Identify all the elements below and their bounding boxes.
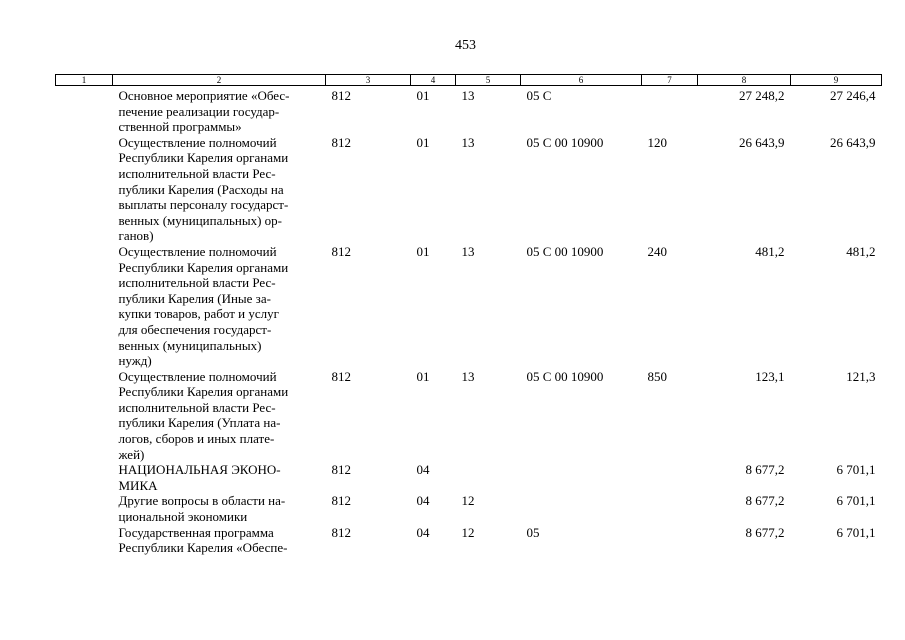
cell-item-name: НАЦИОНАЛЬНАЯ ЭКОНО- МИКА [118,462,281,493]
column-header-5: 5 [456,75,521,86]
cell-subsection-code: 13 [461,243,475,259]
cell-section-code: 01 [416,243,430,259]
cell-col-1 [56,135,113,244]
cell-subsection-code: 13 [461,134,475,150]
cell-expense-type [642,86,698,135]
cell-amount-col-8: 8 677,2 [745,524,785,540]
cell-amount-col-9: 26 643,9 [830,134,876,150]
cell-amount-col-9: 121,3 [846,368,876,384]
cell-amount-col-8: 481,2 [755,243,785,259]
cell-section-code: 04 [416,493,430,509]
column-header-7: 7 [642,75,698,86]
cell-department-code: 812 [331,134,351,150]
cell-expense-type: 120 [647,134,667,150]
table-row [56,369,882,463]
column-header-1: 1 [56,75,113,86]
table-row [56,493,882,524]
cell-target-article: 05 С [526,88,552,103]
cell-col-1 [56,462,113,493]
cell-section-code: 01 [416,368,430,384]
cell-col-1 [56,493,113,524]
cell-amount-col-8: 26 643,9 [739,134,785,150]
cell-section-code: 01 [416,88,430,103]
cell-col-1 [56,525,113,556]
cell-expense-type: 850 [647,368,667,384]
table-row [56,244,882,369]
cell-subsection-code: 12 [461,493,475,509]
cell-department-code: 812 [331,88,351,103]
cell-item-name: Государственная программа Республики Карелия «Обеспе- [118,524,288,556]
table-row [56,462,882,493]
table-row [56,135,882,244]
cell-target-article [521,493,642,524]
cell-amount-col-9: 6 701,1 [836,462,876,478]
cell-amount-col-9: 27 246,4 [830,88,876,103]
cell-amount-col-9: 6 701,1 [836,493,876,509]
cell-department-code: 812 [331,524,351,540]
column-number-row [56,75,882,86]
cell-target-article [521,462,642,493]
cell-target-article: 05 С 00 10900 [526,368,604,384]
cell-amount-col-9: 481,2 [846,243,876,259]
cell-expense-type [642,525,698,556]
table-row [56,86,882,135]
cell-department-code: 812 [331,243,351,259]
column-header-8: 8 [698,75,791,86]
cell-amount-col-8: 8 677,2 [745,493,785,509]
cell-section-code: 04 [416,524,430,540]
cell-amount-col-9: 6 701,1 [836,524,876,540]
cell-item-name: Осуществление полномочий Республики Карелия органами исполнительной власти Рес- публики Карелия (Уплата на- логов, сборов и иных плате- жей) [118,368,289,462]
cell-expense-type [642,462,698,493]
cell-section-code: 01 [416,134,430,150]
column-header-6: 6 [521,75,642,86]
column-header-3: 3 [326,75,411,86]
column-header-9: 9 [791,75,882,86]
table-row [56,525,882,556]
cell-item-name: Осуществление полномочий Республики Карелия органами исполнительной власти Рес- публики Карелия (Расходы на выплаты персоналу государст- венных (муниципальных) ор- ганов) [118,134,289,244]
cell-amount-col-8: 8 677,2 [745,462,785,478]
cell-expense-type: 240 [647,243,667,259]
cell-section-code: 04 [416,462,430,478]
cell-item-name: Основное мероприятие «Обес- печение реализации государ- ственной программы» [118,88,290,135]
column-header-2: 2 [113,75,326,86]
cell-target-article: 05 [526,524,540,540]
table-body [56,86,882,556]
cell-item-name: Осуществление полномочий Республики Карелия органами исполнительной власти Рес- публики Карелия (Иные за- купки товаров, работ и услуг для обеспечения государст- венных (муниципальных) нужд) [118,243,289,369]
cell-amount-col-8: 27 248,2 [739,88,785,103]
cell-department-code: 812 [331,493,351,509]
cell-target-article: 05 С 00 10900 [526,243,604,259]
cell-department-code: 812 [331,368,351,384]
cell-col-1 [56,86,113,135]
budget-table-container [55,74,882,556]
cell-amount-col-8: 123,1 [755,368,785,384]
cell-col-1 [56,369,113,463]
budget-table [55,74,882,556]
cell-expense-type [642,493,698,524]
cell-col-1 [56,244,113,369]
cell-item-name: Другие вопросы в области на- циональной экономики [118,493,286,525]
cell-subsection-code: 13 [461,88,475,103]
page-number: 453 [455,38,476,53]
cell-department-code: 812 [331,462,351,478]
cell-subsection-code: 13 [461,368,475,384]
cell-subsection-code [456,462,521,493]
column-header-4: 4 [411,75,456,86]
cell-target-article: 05 С 00 10900 [526,134,604,150]
cell-subsection-code: 12 [461,524,475,540]
